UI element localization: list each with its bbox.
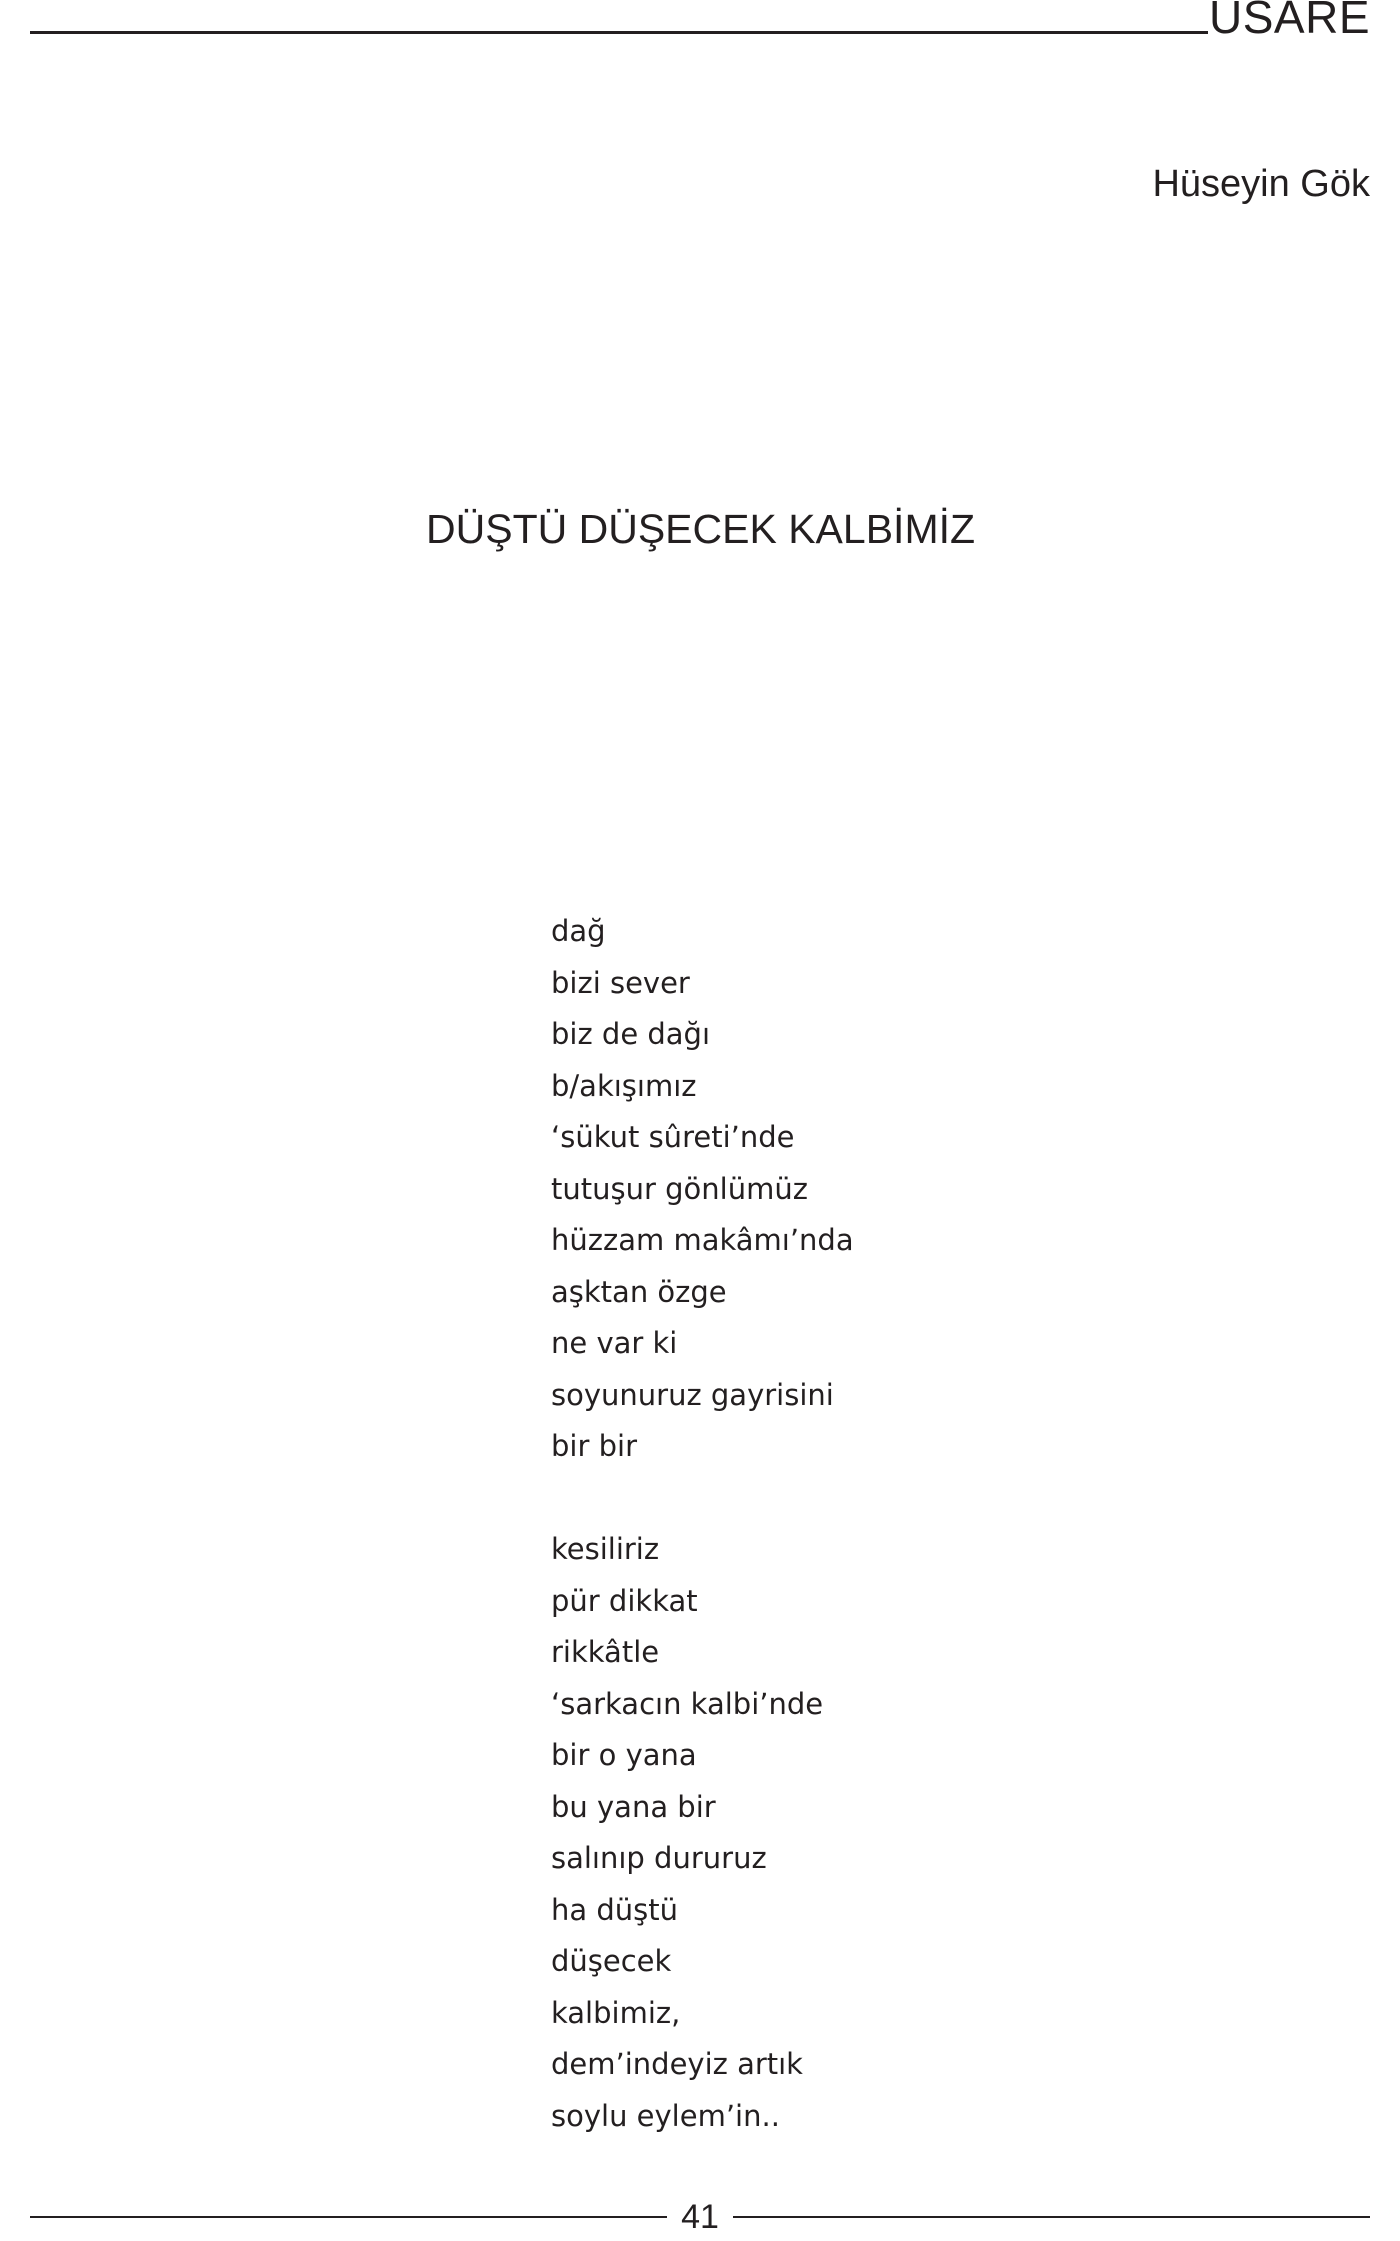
author-name: Hüseyin Gök: [1152, 163, 1370, 205]
poem-line: dağ: [551, 914, 606, 948]
poem-line: pür dikkat: [551, 1583, 698, 1618]
poem-body: [551, 906, 854, 2142]
poem-line: bu yana bir: [551, 1789, 716, 1824]
poem-line: ‘sükut sûreti’nde: [551, 1120, 795, 1154]
poem-title: DÜŞTÜ DÜŞECEK KALBİMİZ: [426, 506, 976, 552]
poem-line: rikkâtle: [551, 1635, 660, 1669]
footer-rule-left: [30, 2216, 667, 2218]
poem-line: dem’indeyiz artık: [551, 2047, 803, 2081]
poem-line: bir bir: [551, 1429, 637, 1463]
poem-line: ne var ki: [551, 1326, 678, 1360]
footer-rule-right: [733, 2216, 1370, 2218]
poem-line: kalbimiz,: [551, 1995, 681, 2030]
poem-line: tutuşur gönlümüz: [551, 1171, 808, 1206]
poem-line: kesiliriz: [551, 1532, 660, 1566]
poem-line: bir o yana: [551, 1738, 697, 1772]
poem-line: aşktan özge: [551, 1274, 727, 1309]
header-rule: [30, 31, 1208, 34]
poem-line: b/akışımız: [551, 1068, 697, 1103]
poem-line: soylu eylem’in..: [551, 2098, 780, 2133]
poem-line: ha düştü: [551, 1892, 679, 1927]
journal-name: USARE: [1209, 0, 1370, 43]
poem-line: soyunuruz gayrisini: [551, 1377, 834, 1412]
page-number: 41: [681, 2198, 719, 2236]
poem-line: düşecek: [551, 1944, 672, 1978]
poem-line: ‘sarkacın kalbi’nde: [551, 1686, 824, 1721]
stanza-2: [551, 1524, 854, 2142]
poem-line: biz de dağı: [551, 1017, 711, 1051]
stanza-1: [551, 906, 854, 1473]
page-footer: [30, 2199, 1370, 2235]
poem-line: salınıp dururuz: [551, 1841, 767, 1875]
poem-line: bizi sever: [551, 965, 690, 1000]
poem-line: hüzzam makâmı’nda: [551, 1223, 854, 1257]
